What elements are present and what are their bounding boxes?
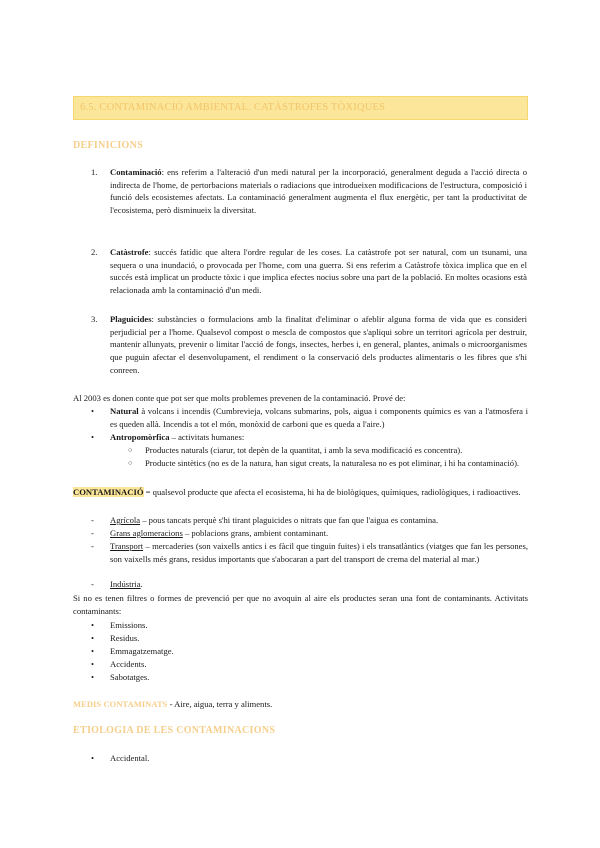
definitions-heading: DEFINICIONS [73, 140, 143, 151]
list-item [91, 540, 528, 565]
list-item [91, 527, 528, 540]
source-text: – pous tancats perquè s'hi tirant plaguicides o nitrats que fan que l'aigua es contamina. [140, 515, 439, 525]
list-item [91, 752, 291, 765]
prevention-paragraph: Si no es tenen filtres o formes de prevenció per que no avoquin al aire els productes seran una font de contaminants. Activitats contaminants: [73, 593, 528, 616]
bullet-marker: • [91, 659, 95, 669]
list-item [91, 619, 291, 632]
source-text: – poblacions grans, ambient contaminant. [182, 528, 329, 538]
bullet-marker: • [91, 753, 95, 763]
source-term: Grans aglomeracions [110, 528, 183, 538]
dash-marker: - [91, 515, 94, 525]
activity-text: Emmagatzematge. [110, 646, 174, 656]
list-item [91, 632, 291, 645]
definition-item [91, 166, 527, 217]
activity-text: Sabotatges. [110, 672, 150, 682]
list-item [91, 514, 528, 527]
section-title-bar [73, 96, 528, 120]
etiology-heading: ETIOLOGIA DE LES CONTAMINACIONS [73, 725, 276, 736]
origin-term: Natural [110, 406, 139, 416]
source-term: Agrícola [110, 515, 141, 525]
source-text: – mercaderies (son vaixells antics i es fàcil que tinguin fuites) i els transatlàntics (viatges que fan les persones, son vaixells més grans, residus importants que s'abocaran a part del transport de crema del material al mar.) [110, 541, 528, 564]
highlighted-term: CONTAMINACIÓ [73, 487, 144, 497]
bullet-marker: • [91, 646, 95, 656]
definition-number: 3. [91, 314, 98, 324]
media-heading: MEDIS CONTAMINATS [73, 699, 168, 709]
list-item [91, 578, 528, 591]
dash-marker: - [91, 541, 94, 551]
sub-list-item [128, 457, 528, 470]
definition-text: : substàncies o formulacions amb la finalitat d'eliminar o afeblir alguna forma de vida que es consideri perjudicial per a l'home. Qualsevol compost o mescla de compostos que s'apliqui sobre un territori agrícola per destruir, mantenir allunyats, prevenir o limitar l'acció de fongs, insectes, herbes i, en general, plantes, animals o microorganismes que puguin afectar el desenvolupament, el rendiment o la conservació dels productes alimentaris o les fibres que s'hi conreen. [110, 314, 527, 375]
etiology-item-text: Accidental. [110, 753, 150, 763]
definition-item [91, 313, 527, 377]
definition-term: Contaminació [110, 167, 162, 177]
list-item [91, 658, 291, 671]
circle-marker: ○ [128, 459, 133, 467]
origin-term: Antropomòrfica [110, 432, 170, 442]
bullet-marker: • [91, 406, 95, 416]
media-text: - Aire, aigua, terra y aliments. [167, 699, 273, 709]
bullet-marker: • [91, 432, 95, 442]
activity-text: Residus. [110, 633, 140, 643]
definition-term: Plaguicides [110, 314, 152, 324]
bullet-marker: • [91, 672, 95, 682]
activity-text: Emissions. [110, 620, 148, 630]
contamination-definition [73, 486, 528, 499]
definition-item [91, 246, 527, 297]
bullet-marker: • [91, 620, 95, 630]
origin-text: – activitats humanes: [169, 432, 245, 442]
dash-marker: - [91, 528, 94, 538]
definition-number: 2. [91, 247, 98, 257]
sub-item-text: Productes naturals (ciarur, tot depèn de la quantitat, i amb la seva modificació es concentra). [145, 445, 463, 455]
definition-text: : ens referim a l'alteració d'un medi natural per la incorporació, generalment deguda a l'acció directa o indirecta de l'home, de pertorbacions materials o radiacions que introdueixen modificacions de l'estructura, composició i funció dels ecosistemes afectats. La contaminació generalment augmenta el flux energètic, per tant la productivitat de l'ecosistema, però disminueix la diversitat. [110, 167, 527, 216]
definition-number: 1. [91, 167, 98, 177]
sub-item-text: Producte sintètics (no es de la natura, han sigut creats, la naturalesa no es pot eliminar, i hi ha contaminació). [145, 458, 520, 468]
definition-text: : succés fatídic que altera l'ordre regular de les coses. La catàstrofe pot ser natural, com un tsunami, una sequera o una inundació, o provocada per l'home, com una guerra. Si ens referim a Catàstrofe tòxica implica que en el succés està implicat un producte tòxic i que implica efectes nocius sobre una part de la població. En moltes ocasions està relacionada amb la contaminació d'un medi. [110, 247, 527, 296]
media-line [73, 698, 528, 711]
list-item [91, 431, 528, 444]
section-title: 6.5. CONTAMINACIÓ AMBIENTAL. CATÀSTROFES TÒXIQUES [80, 102, 386, 113]
list-item [91, 645, 291, 658]
definition-term: Catàstrofe [110, 247, 149, 257]
sub-list-item [128, 444, 528, 457]
circle-marker: ○ [128, 446, 133, 454]
source-text: . [140, 579, 143, 589]
origin-text: à volcans i incendis (Cumbrevieja, volcans submarins, pols, aigua i components químics es van a l'atmosfera i es queden allà. Incendis a tot el món, monòxid de carboni que es queda a l'aire.) [110, 406, 528, 429]
intro-paragraph: Al 2003 es donen conte que pot ser que molts problemes prevenen de la contaminació. Prové de: [73, 393, 406, 403]
source-term: Indústria [110, 579, 141, 589]
list-item [91, 671, 291, 684]
list-item [91, 405, 528, 430]
dash-marker: - [91, 579, 94, 589]
bullet-marker: • [91, 633, 95, 643]
contamination-text: = qualsevol producte que afecta el ecosistema, hi ha de biològiques, químiques, radiològiques, i radioactives. [143, 487, 521, 497]
activity-text: Accidents. [110, 659, 147, 669]
source-term: Transport [110, 541, 144, 551]
